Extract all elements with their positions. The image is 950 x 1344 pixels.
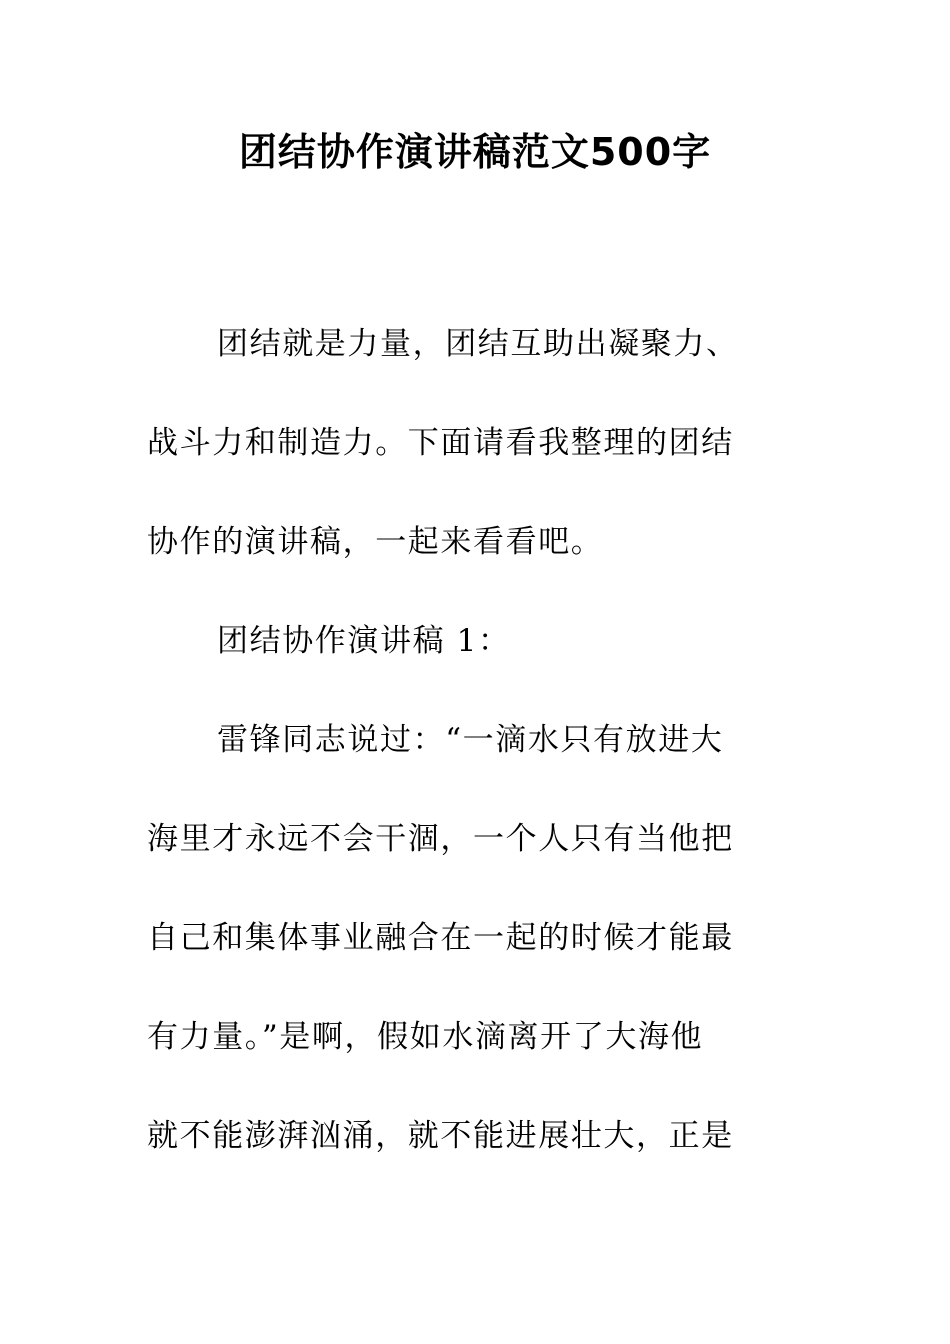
paragraph-line: 自己和集体事业融合在一起的时候才能最 <box>147 920 734 956</box>
paragraph-line: 战斗力和制造力。下面请看我整理的团结 <box>147 425 734 461</box>
paragraph-line: 团结就是力量，团结互助出凝聚力、 <box>217 326 739 362</box>
document-title: 团结协作演讲稿范文500字 <box>238 130 712 174</box>
paragraph-line: 就不能澎湃汹涌，就不能进展壮大，正是 <box>147 1118 734 1154</box>
paragraph-line: 雷锋同志说过：“一滴水只有放进大 <box>217 722 724 758</box>
section-heading: 团结协作演讲稿 1： <box>217 623 511 659</box>
paragraph-line: 有力量。”是啊，假如水滴离开了大海他 <box>147 1019 704 1055</box>
paragraph-line: 协作的演讲稿，一起来看看吧。 <box>147 524 604 560</box>
document-body <box>147 295 783 1186</box>
paragraph-line: 海里才永远不会干涸，一个人只有当他把 <box>147 821 734 857</box>
